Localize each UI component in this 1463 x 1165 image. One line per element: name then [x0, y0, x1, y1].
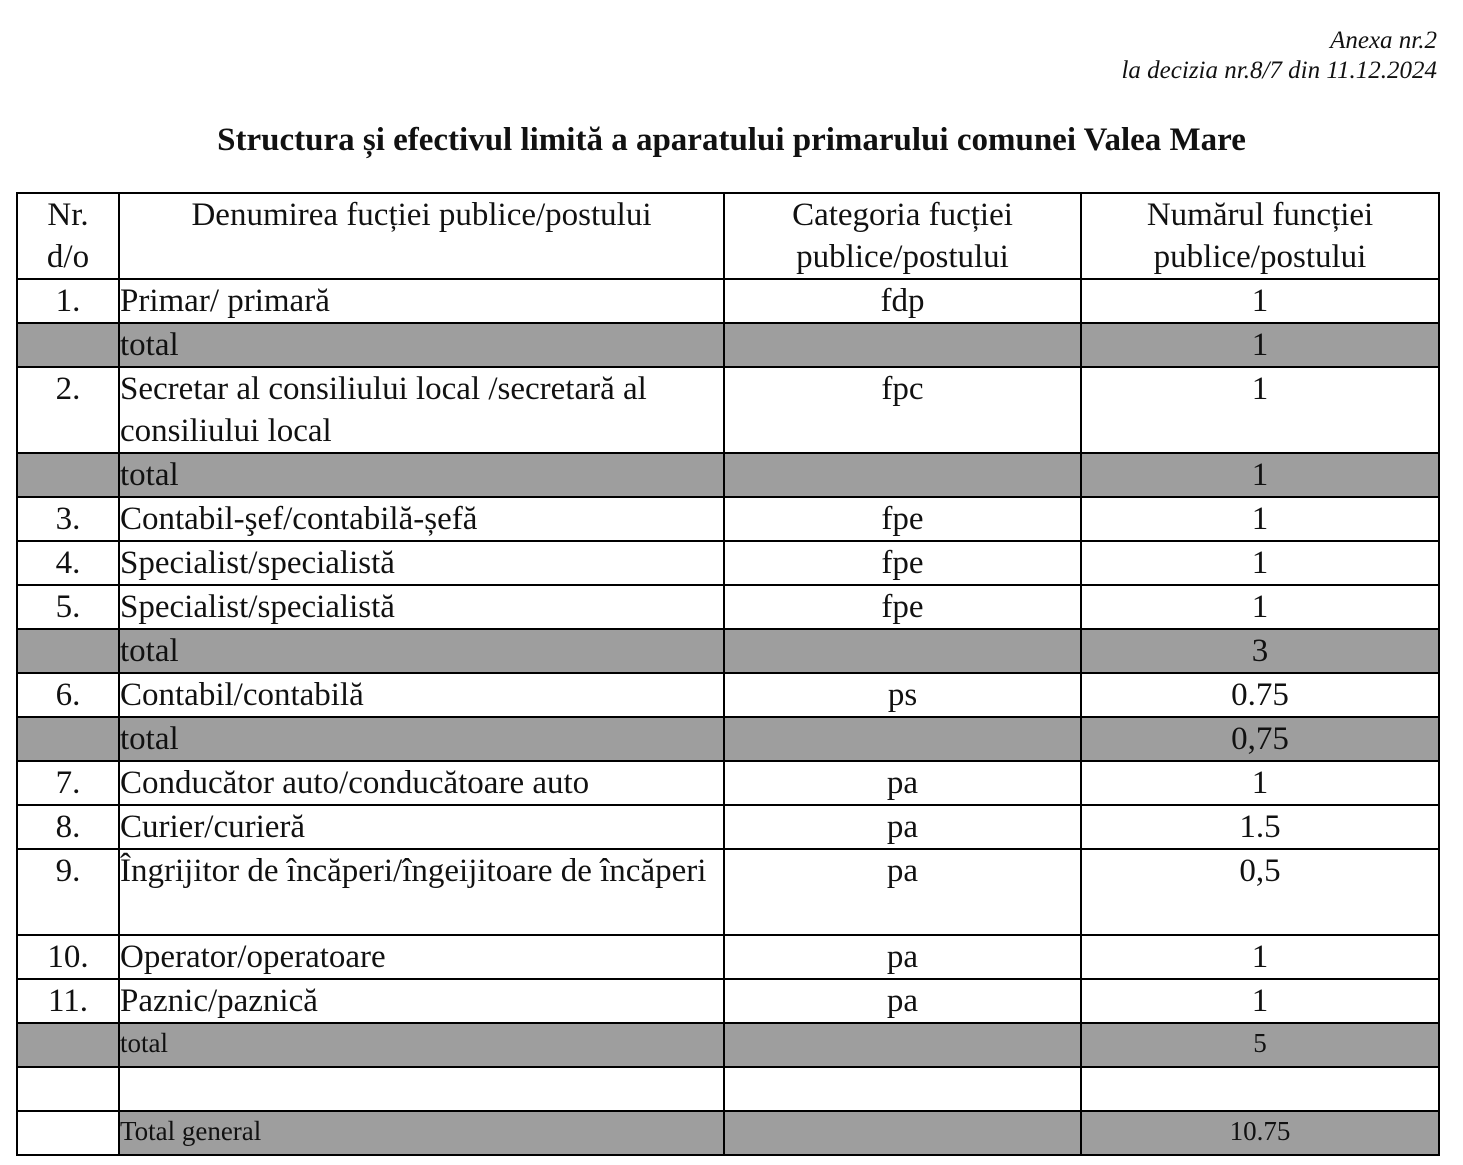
row-nr: 7. [17, 761, 119, 805]
header-name: Denumirea fucției publice/postului [119, 193, 724, 279]
row-number: 0.75 [1081, 673, 1439, 717]
row-nr: 10. [17, 935, 119, 979]
row-nr: 2. [17, 367, 119, 453]
table-row [17, 805, 1439, 849]
grand-total-row [17, 1111, 1439, 1155]
table-row [17, 849, 1439, 935]
header-category [724, 193, 1081, 279]
row-name: total [119, 717, 724, 761]
row-name: Operator/operatoare [119, 935, 724, 979]
row-number: 1 [1081, 541, 1439, 585]
row-name: Secretar al consiliului local /secretară al consiliului local [119, 367, 724, 453]
row-name: Specialist/specialistă [119, 585, 724, 629]
row-category [724, 717, 1081, 761]
header-number-line2: publice/postului [1153, 239, 1367, 275]
row-number: 1 [1081, 585, 1439, 629]
annex-number: Anexa nr.2 [1330, 27, 1437, 54]
row-category: fpe [724, 585, 1081, 629]
header-nr [17, 193, 119, 279]
row-nr [17, 1023, 119, 1067]
row-nr: 8. [17, 805, 119, 849]
row-category [724, 1023, 1081, 1067]
row-name [119, 1067, 724, 1111]
row-category [724, 323, 1081, 367]
row-category: pa [724, 761, 1081, 805]
row-name: Conducător auto/conducătoare auto [119, 761, 724, 805]
header-number-line1: Numărul funcției [1146, 197, 1374, 233]
row-category: pa [724, 805, 1081, 849]
row-number: 3 [1081, 629, 1439, 673]
row-category: fpc [724, 367, 1081, 453]
row-name: Îngrijitor de încăperi/îngeijitoare de încăperi [119, 849, 724, 935]
row-nr [17, 1067, 119, 1111]
row-number: 0,5 [1081, 849, 1439, 935]
row-number: 1.5 [1081, 805, 1439, 849]
row-nr [17, 717, 119, 761]
table-row [17, 367, 1439, 453]
row-number: 1 [1081, 323, 1439, 367]
row-number: 0,75 [1081, 717, 1439, 761]
row-nr [17, 1111, 119, 1155]
table-row [17, 279, 1439, 323]
row-name: Primar/ primară [119, 279, 724, 323]
row-nr: 3. [17, 497, 119, 541]
row-name: Contabil-şef/contabilă-șefă [119, 497, 724, 541]
row-number: 1 [1081, 497, 1439, 541]
row-name: total [119, 1023, 724, 1067]
row-number: 1 [1081, 279, 1439, 323]
table-row [17, 497, 1439, 541]
header-nr-line1: Nr. [47, 197, 89, 233]
subtotal-row [17, 1023, 1439, 1067]
row-category: fpe [724, 541, 1081, 585]
row-category: fpe [724, 497, 1081, 541]
row-number: 10.75 [1081, 1111, 1439, 1155]
row-name: Specialist/specialistă [119, 541, 724, 585]
annex-reference [1121, 26, 1437, 86]
header-number [1081, 193, 1439, 279]
row-name: Total general [119, 1111, 724, 1155]
row-category: fdp [724, 279, 1081, 323]
row-nr: 9. [17, 849, 119, 935]
subtotal-row [17, 629, 1439, 673]
row-name: total [119, 629, 724, 673]
row-number: 1 [1081, 367, 1439, 453]
row-name: Contabil/contabilă [119, 673, 724, 717]
header-category-line1: Categoria fucției [792, 197, 1013, 233]
row-nr: 1. [17, 279, 119, 323]
table-row [17, 673, 1439, 717]
row-category: pa [724, 979, 1081, 1023]
table-header-row [17, 193, 1439, 279]
empty-row [17, 1067, 1439, 1111]
table-row [17, 585, 1439, 629]
row-category [724, 453, 1081, 497]
row-name: Curier/curieră [119, 805, 724, 849]
row-number [1081, 1067, 1439, 1111]
document-title: Structura și efectivul limită a aparatului primarului comunei Valea Mare [217, 122, 1246, 158]
row-nr [17, 453, 119, 497]
row-nr: 6. [17, 673, 119, 717]
subtotal-row [17, 717, 1439, 761]
row-category: ps [724, 673, 1081, 717]
row-number: 5 [1081, 1023, 1439, 1067]
row-category: pa [724, 849, 1081, 935]
row-name: total [119, 453, 724, 497]
row-category [724, 1067, 1081, 1111]
row-category [724, 1111, 1081, 1155]
row-category: pa [724, 935, 1081, 979]
header-category-line2: publice/postului [796, 239, 1009, 275]
row-nr [17, 323, 119, 367]
subtotal-row [17, 453, 1439, 497]
subtotal-row [17, 323, 1439, 367]
table-row [17, 935, 1439, 979]
row-nr [17, 629, 119, 673]
row-name: Paznic/paznică [119, 979, 724, 1023]
table-row [17, 541, 1439, 585]
row-name: total [119, 323, 724, 367]
header-nr-line2: d/o [46, 239, 90, 275]
row-number: 1 [1081, 453, 1439, 497]
row-nr: 5. [17, 585, 119, 629]
row-nr: 11. [17, 979, 119, 1023]
table-row [17, 761, 1439, 805]
staff-structure-table [16, 192, 1440, 1156]
row-number: 1 [1081, 979, 1439, 1023]
table-row [17, 979, 1439, 1023]
row-number: 1 [1081, 935, 1439, 979]
row-nr: 4. [17, 541, 119, 585]
row-category [724, 629, 1081, 673]
row-number: 1 [1081, 761, 1439, 805]
annex-decision: la decizia nr.8/7 din 11.12.2024 [1121, 57, 1437, 84]
